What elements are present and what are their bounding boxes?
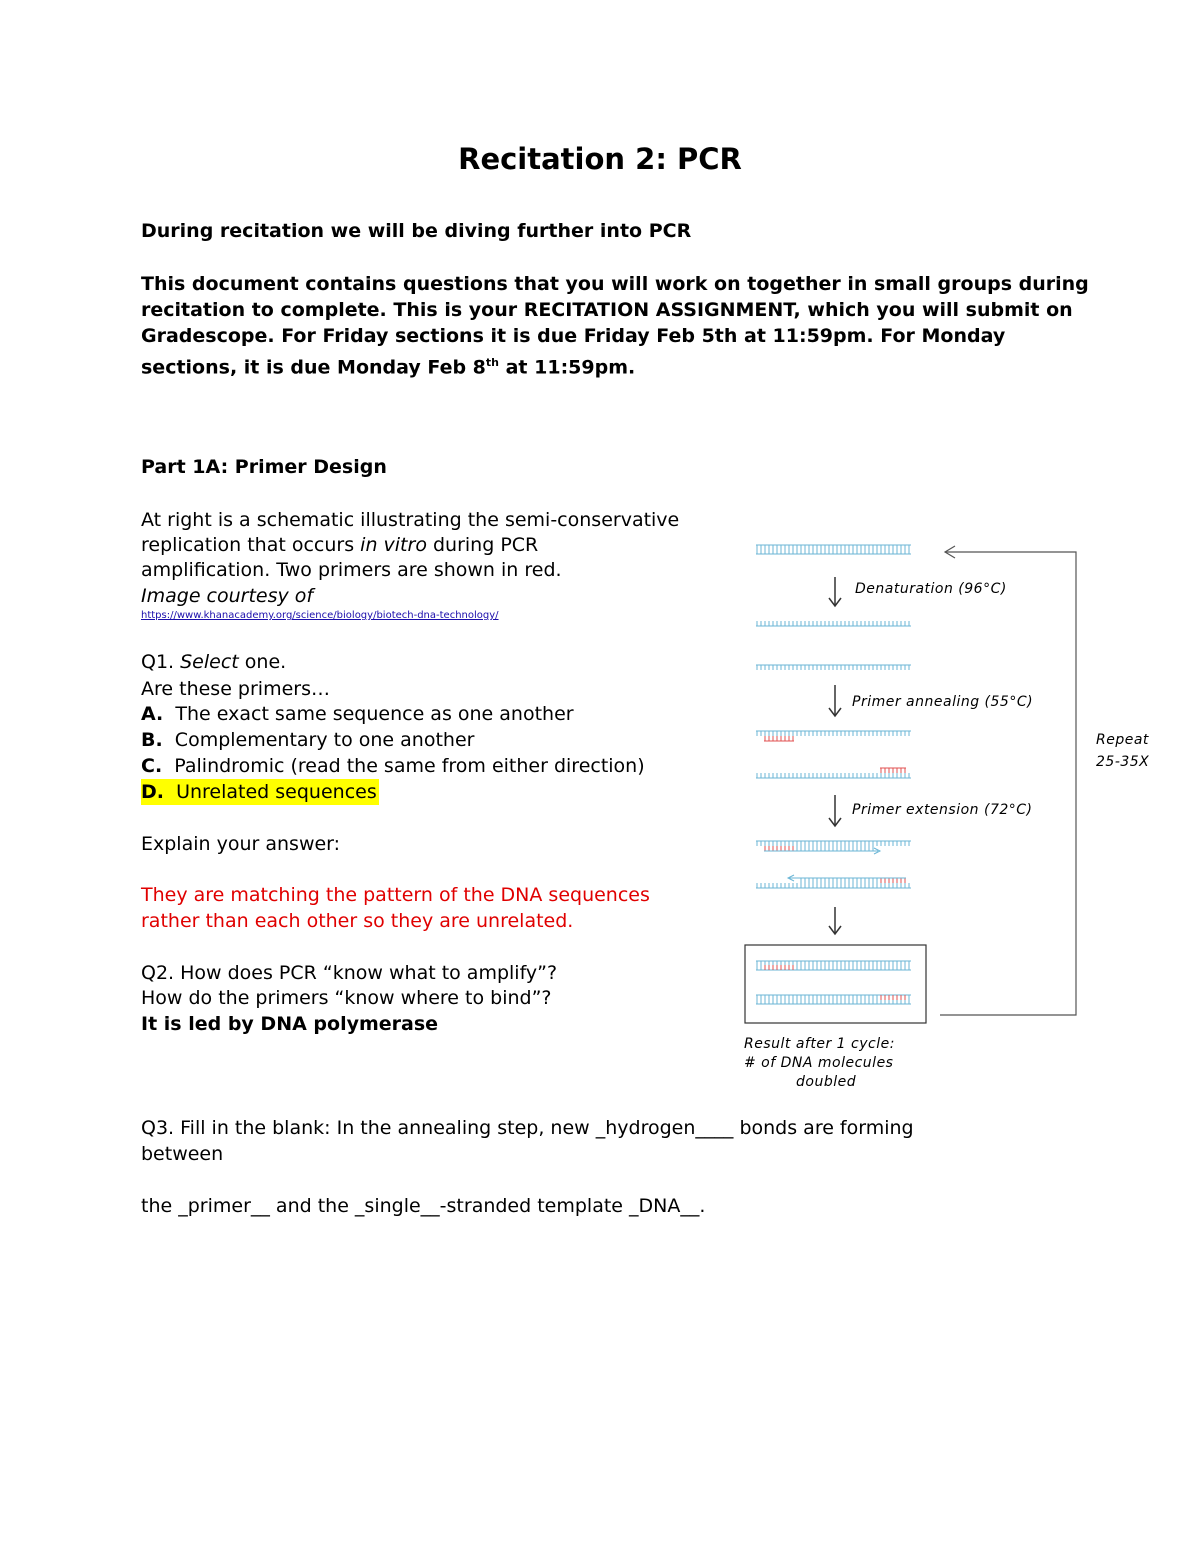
question-2-line: Q2. How does PCR “know what to amplify”?	[141, 962, 558, 984]
question-2-line: How do the primers “know where to bind”?	[141, 987, 552, 1009]
description-line: At right is a schematic illustrating the semi-conservative	[141, 509, 680, 531]
down-arrow-icon	[829, 685, 841, 716]
dna-double-strand	[756, 545, 911, 554]
section-heading: Part 1A: Primer Design	[141, 456, 387, 478]
repeat-label: Repeat	[1096, 732, 1149, 748]
question-number: Q1.	[141, 651, 181, 673]
intro-text: sections, it is due Monday Feb 8	[141, 356, 486, 379]
dna-single-strand	[756, 665, 911, 670]
explain-prompt: Explain your answer:	[141, 833, 341, 855]
step-label-annealing: Primer annealing (55°C)	[852, 694, 1034, 710]
intro-line	[141, 350, 635, 380]
result-caption: Result after 1 cycle:	[744, 1036, 895, 1052]
intro-line: This document contains questions that you will work on together in small groups during	[141, 273, 1089, 295]
question-instruction: one.	[238, 651, 287, 673]
description-line	[141, 532, 538, 558]
option-text: The exact same sequence as one another	[175, 703, 574, 725]
option-text: Complementary to one another	[174, 729, 475, 751]
strand-with-primer	[756, 768, 911, 778]
down-arrow-icon	[829, 577, 841, 606]
description-text: during PCR	[426, 534, 539, 556]
page-title: Recitation 2: PCR	[458, 142, 742, 176]
result-box	[745, 945, 926, 1023]
down-arrow-icon	[829, 907, 841, 934]
strand-with-primer	[756, 731, 911, 741]
step-label-extension: Primer extension (72°C)	[852, 802, 1033, 818]
intro-line: During recitation we will be diving further into PCR	[141, 220, 692, 242]
question-3-line: Q3. Fill in the blank: In the annealing step, new _hydrogen____ bonds are forming	[141, 1117, 914, 1139]
question-1-prompt	[141, 649, 286, 675]
description-text: replication that occurs	[141, 534, 361, 556]
question-1-text: Are these primers…	[141, 678, 330, 700]
question-3-line: the _primer__ and the _single__-stranded template _DNA__.	[141, 1195, 706, 1217]
option-text: Palindromic (read the same from either direction)	[174, 755, 645, 777]
superscript: th	[485, 356, 499, 369]
result-caption: # of DNA molecules	[744, 1055, 894, 1071]
option-letter: C.	[141, 755, 163, 777]
option-c	[141, 753, 645, 779]
option-letter: B.	[141, 729, 163, 751]
intro-line: Gradescope. For Friday sections it is due Friday Feb 5th at 11:59pm. For Monday	[141, 325, 1006, 347]
option-letter: A.	[141, 703, 164, 725]
strand-extending	[756, 841, 911, 854]
option-d-selected	[141, 779, 379, 805]
description-italic: in vitro	[360, 534, 427, 556]
option-letter: D.	[141, 781, 164, 803]
question-2-answer: It is led by DNA polymerase	[141, 1013, 439, 1035]
option-a	[141, 701, 574, 727]
answer-line: rather than each other so they are unrelated.	[141, 910, 574, 932]
source-link[interactable]: https://www.khanacademy.org/science/biology/biotech-dna-technology/	[141, 610, 499, 621]
result-caption: doubled	[796, 1074, 857, 1090]
question-instruction: Select	[180, 651, 239, 673]
repeat-count: 25-35X	[1096, 754, 1150, 770]
pcr-schematic	[740, 535, 1160, 1095]
answer-line: They are matching the pattern of the DNA sequences	[141, 884, 650, 906]
intro-text: at 11:59pm.	[499, 356, 636, 379]
result-dna-molecule	[756, 995, 911, 1004]
description-line: amplification. Two primers are shown in red.	[141, 559, 562, 581]
strand-extending	[756, 875, 911, 888]
image-credit: Image courtesy of	[141, 585, 314, 607]
dna-single-strand	[756, 621, 911, 626]
cycle-arrow	[940, 546, 1076, 1015]
result-dna-molecule	[756, 961, 911, 970]
step-label-denaturation: Denaturation (96°C)	[855, 581, 1007, 597]
option-b	[141, 727, 474, 753]
down-arrow-icon	[829, 795, 841, 826]
question-3-line: between	[141, 1143, 224, 1165]
option-text: Unrelated sequences	[176, 781, 377, 803]
intro-line: recitation to complete. This is your RECITATION ASSIGNMENT, which you will submit on	[141, 299, 1073, 321]
